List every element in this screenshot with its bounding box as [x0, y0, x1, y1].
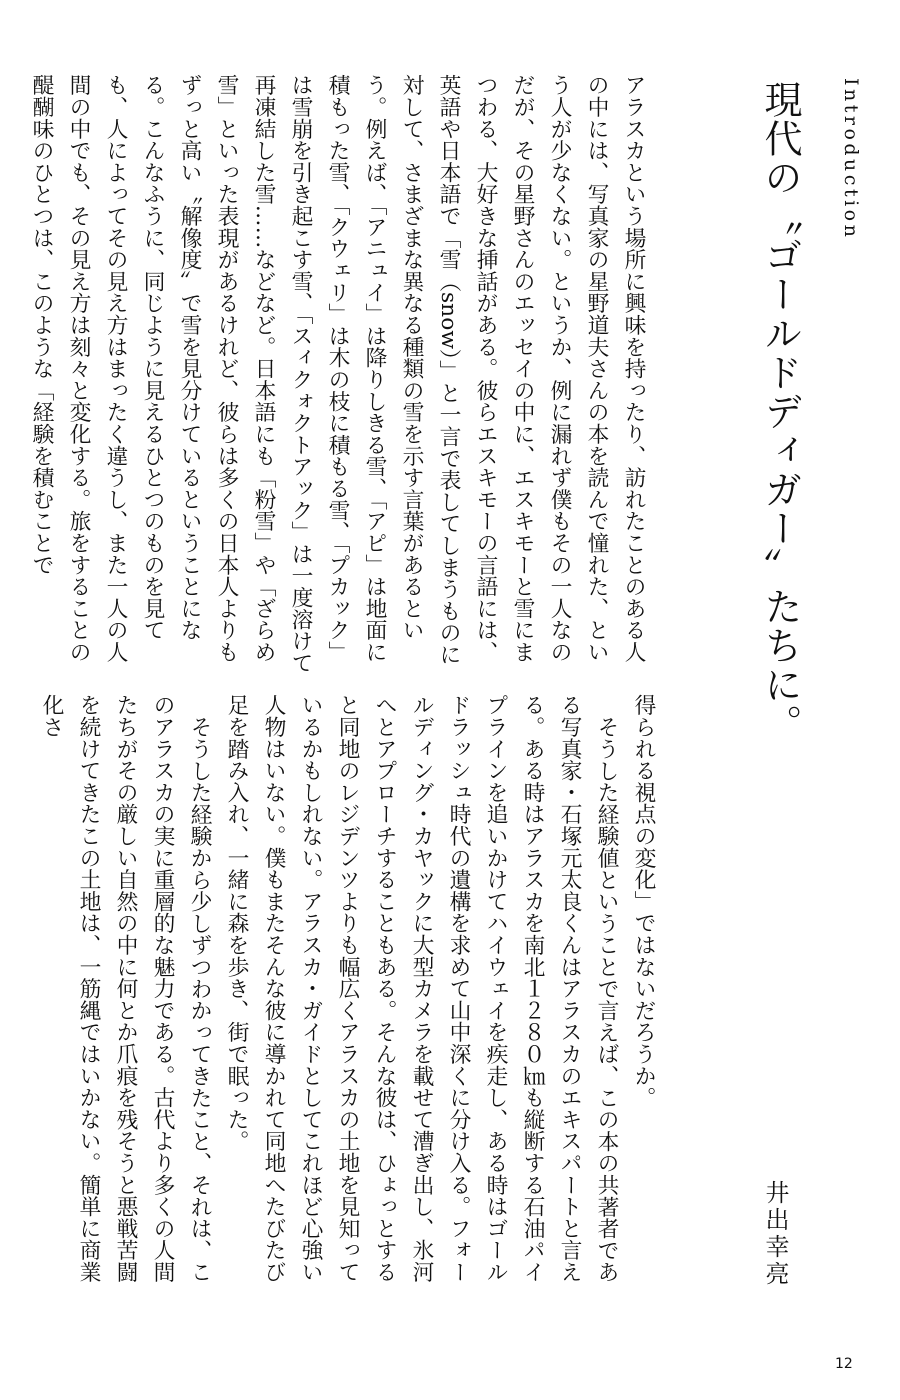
page-number: 12	[835, 1356, 853, 1372]
paragraph-continuation: 得られる視点の変化」ではないだろうか。	[631, 694, 656, 1109]
author-name: 井出幸亮	[761, 1180, 789, 1288]
paragraph: アラスカという場所に興味を持ったり、訪れたことのある人の中には、写真家の星野道夫さんの本を読んで憧れた、という人が少なくない。というか、例に漏れず僕もその一人なのだが、その星野さんのエッセイの中に、エスキモーと雪にまつわる、大好きな挿話がある。彼らエスキモーの言語には、英語や日本語で「雪（snow）」と一言で表してしまうものに対して、さまざまな異なる種類の雪を示す言葉があるという。例えば、「アニュイ」は降りしきる雪、「アピ」は地面に積もった雪、「クウェリ」は木の枝に積もる雪、「プカック」は雪崩を引き起こす雪、「スィクォクトアック」は一度溶けて再凍結した雪……などなど。日本語にも「粉雪」や「ざらめ雪」といった表現があるけれど、彼らは多くの日本人よりもずっと高い〝解像度〟で雪を見分けているということになる。こんなふうに、同じように見えるひとつのものを見ても、人によってその見え方はまったく違うし、また一人の人間の中でも、その見え方は刻々と変化する。旅をすることの醍醐味のひとつは、このような「経験を積むことで	[29, 74, 646, 674]
paragraph: そうした経験値ということで言えば、この本の共著者である写真家・石塚元太良くんはアラスカのエキスパートと言える。ある時はアラスカを南北１２８０㎞も縦断する石油パイプラインを追いかけてハイウェイを疾走し、ある時はゴールドラッシュ時代の遺構を求めて山中深くに分け入る。フォールディング・カヤックに大型カメラを載せて漕ぎ出し、氷河へとアプローチすることもある。そんな彼は、ひょっとすると同地のレジデンツよりも幅広くアラスカの土地を見知っているかもしれない。アラスカ・ガイドとしてこれほど心強い人物はいない。僕もまたそんな彼に導かれて同地へたびたび足を踏み入れ、一緒に森を歩き、街で眠った。	[224, 694, 619, 1283]
page-title: 現代の〝ゴールドディガー〟たちに。	[758, 80, 802, 743]
body-text-bottom	[39, 694, 662, 1304]
body-text-top	[29, 74, 652, 674]
section-label: Introduction	[840, 78, 862, 241]
paragraph: そうした経験から少しずつわかってきたこと、それは、このアラスカの実に重層的な魅力である。古代より多くの人間たちがその厳しい自然の中に何とか爪痕を残そうと悪戦苦闘を続けてきたこの土地は、一筋縄ではいかない。簡単に商業化さ	[39, 694, 212, 1283]
